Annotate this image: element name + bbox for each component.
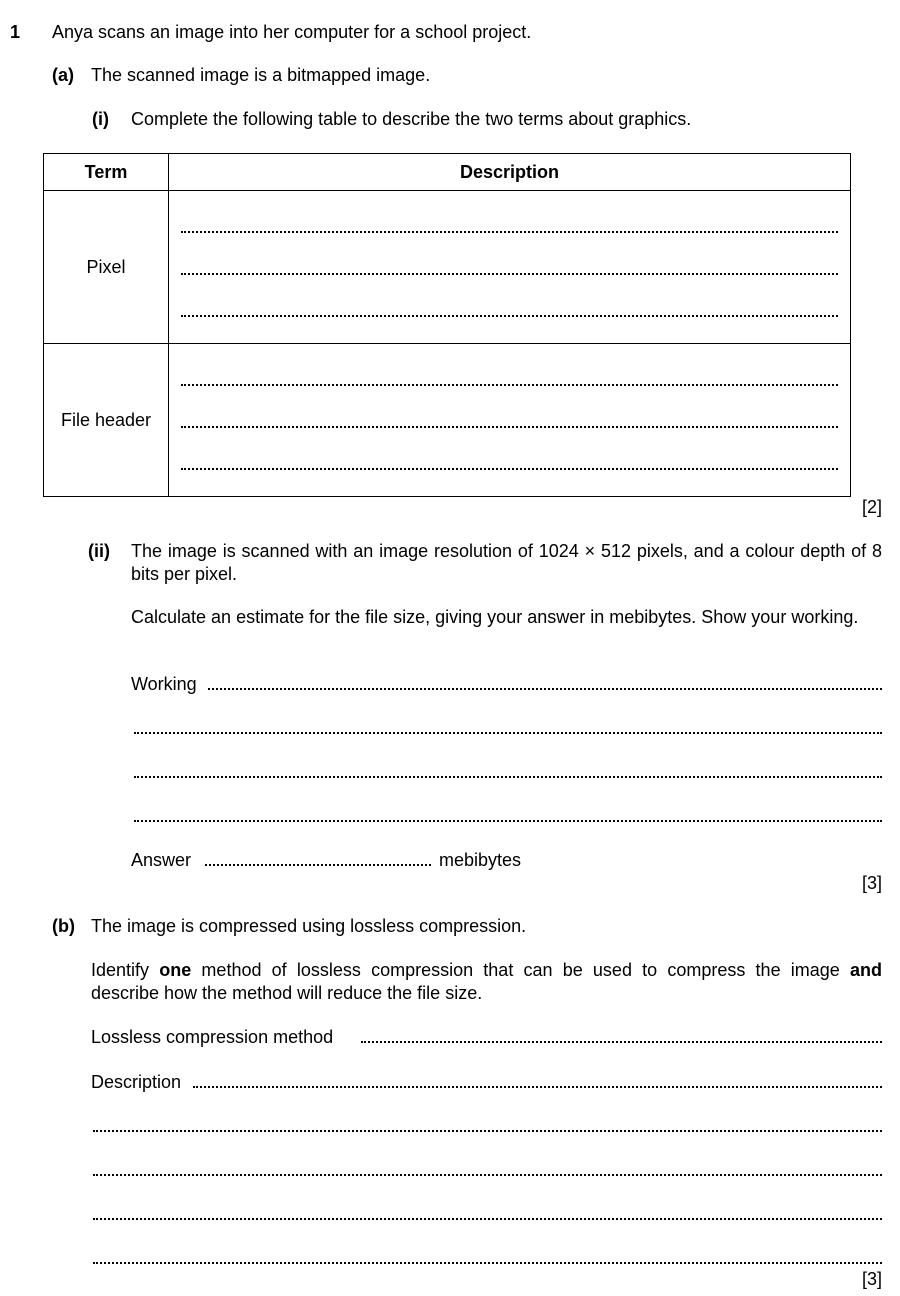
- description-line[interactable]: [93, 1130, 882, 1132]
- term-pixel: Pixel: [44, 191, 169, 344]
- answer-line[interactable]: [181, 426, 838, 428]
- part-b-instruction: [91, 959, 882, 1005]
- part-a-ii-label: (ii): [88, 541, 110, 561]
- working-line[interactable]: [208, 688, 882, 690]
- header-description: Description: [169, 154, 851, 191]
- table-row: [44, 344, 851, 497]
- question-intro: Anya scans an image into her computer for a school project.: [52, 22, 532, 42]
- part-a-label: (a): [52, 65, 74, 85]
- description-line[interactable]: [93, 1174, 882, 1176]
- answer-unit: mebibytes: [439, 850, 522, 870]
- description-line[interactable]: [93, 1262, 882, 1264]
- marks-a-ii: [3]: [861, 873, 882, 893]
- term-file-header: File header: [44, 344, 169, 497]
- marks-b: [3]: [861, 1269, 882, 1289]
- part-a-ii-text: The image is scanned with an image resolution of 1024 × 512 pixels, and a colour depth of 8 bits per pixel.: [131, 541, 882, 584]
- table-header-row: [44, 154, 851, 191]
- working-line[interactable]: [134, 820, 882, 822]
- part-a-i-label: (i): [92, 109, 109, 129]
- instruction-pre: Identify: [91, 960, 160, 980]
- description-line[interactable]: [93, 1218, 882, 1220]
- answer-line[interactable]: [181, 315, 838, 317]
- instruction-and: and: [849, 960, 882, 980]
- instruction-mid: method of lossless compression that can be used to compress the image: [191, 960, 850, 980]
- answer-line[interactable]: [181, 468, 838, 470]
- part-a-i-text: Complete the following table to describe the two terms about graphics.: [131, 109, 692, 129]
- part-a-text: The scanned image is a bitmapped image.: [91, 65, 431, 85]
- instruction-one: one: [159, 960, 192, 980]
- part-b-label: (b): [52, 916, 75, 936]
- part-a-ii-instruction: Calculate an estimate for the file size, giving your answer in mebibytes. Show your working.: [131, 607, 859, 627]
- working-label: Working: [131, 674, 197, 694]
- answer-label: Answer: [131, 850, 192, 870]
- terms-table: [43, 153, 851, 497]
- working-line[interactable]: [134, 776, 882, 778]
- working-line[interactable]: [134, 732, 882, 734]
- part-b-text: The image is compressed using lossless compression.: [91, 916, 527, 936]
- question-number: 1: [10, 22, 21, 42]
- answer-line[interactable]: [181, 231, 838, 233]
- table-row: [44, 191, 851, 344]
- answer-input-line[interactable]: [205, 864, 431, 866]
- description-file-header-cell[interactable]: [169, 344, 851, 497]
- header-term: Term: [44, 154, 169, 191]
- description-pixel-cell[interactable]: [169, 191, 851, 344]
- answer-line[interactable]: [181, 273, 838, 275]
- method-answer-line[interactable]: [361, 1041, 882, 1043]
- description-label: Description: [91, 1072, 182, 1092]
- answer-line[interactable]: [181, 384, 838, 386]
- marks-a-i: [2]: [861, 497, 882, 517]
- method-label: Lossless compression method: [91, 1027, 334, 1047]
- instruction-post: describe how the method will reduce the file size.: [91, 983, 483, 1003]
- description-line[interactable]: [193, 1086, 882, 1088]
